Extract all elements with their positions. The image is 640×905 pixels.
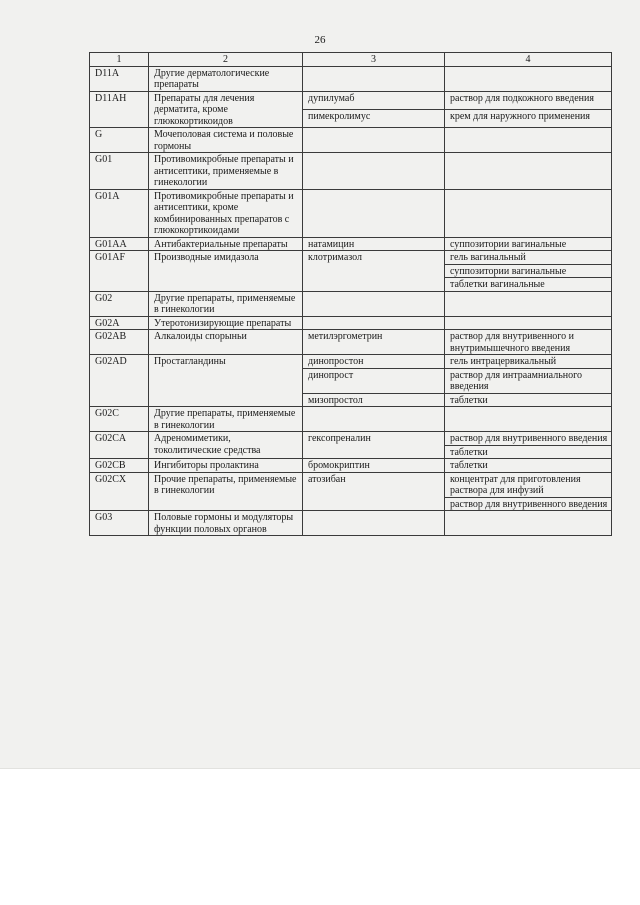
drug-name-cell: пимекролимус xyxy=(303,109,445,127)
dosage-form-cell: суппозитории вагинальные xyxy=(445,264,612,278)
table-row xyxy=(90,330,612,355)
atc-code-cell: D11AH xyxy=(90,91,149,128)
table-row xyxy=(90,91,612,109)
header-row xyxy=(90,53,612,67)
atc-code-cell: G02AB xyxy=(90,330,149,355)
drug-name-cell: динопростон xyxy=(303,355,445,369)
dosage-form-cell: раствор для внутривенного введения xyxy=(445,432,612,446)
dosage-form-cell xyxy=(445,189,612,237)
drug-name-cell: натамицин xyxy=(303,237,445,251)
table-row xyxy=(90,316,612,330)
group-name-cell: Утеротонизирующие препараты xyxy=(149,316,303,330)
drug-name-cell: атозибан xyxy=(303,472,445,511)
dosage-form-cell: раствор для внутривенного введения xyxy=(445,497,612,511)
drug-name-cell xyxy=(303,291,445,316)
group-name-cell: Другие препараты, применяемые в гинекологии xyxy=(149,291,303,316)
drug-name-cell: гексопреналин xyxy=(303,432,445,459)
dosage-form-cell xyxy=(445,66,612,91)
dosage-form-cell: суппозитории вагинальные xyxy=(445,237,612,251)
drug-name-cell: клотримазол xyxy=(303,251,445,292)
table-row xyxy=(90,153,612,190)
drug-name-cell: бромокриптин xyxy=(303,459,445,473)
column-header: 1 xyxy=(90,53,149,67)
dosage-form-cell: таблетки xyxy=(445,445,612,459)
atc-code-cell: G01AF xyxy=(90,251,149,292)
atc-code-cell: G02CB xyxy=(90,459,149,473)
table-row xyxy=(90,237,612,251)
atc-code-cell: G02 xyxy=(90,291,149,316)
table-row xyxy=(90,355,612,369)
atc-code-cell: G xyxy=(90,128,149,153)
atc-code-cell: G01AA xyxy=(90,237,149,251)
column-header: 2 xyxy=(149,53,303,67)
dosage-form-cell: раствор для внутривенного и внутримышечного введения xyxy=(445,330,612,355)
dosage-form-cell: гель вагинальный xyxy=(445,251,612,265)
column-header: 4 xyxy=(445,53,612,67)
group-name-cell: Противомикробные препараты и антисептики, применяемые в гинекологии xyxy=(149,153,303,190)
drug-name-cell: дупилумаб xyxy=(303,91,445,109)
atc-code-cell: G01A xyxy=(90,189,149,237)
group-name-cell: Другие препараты, применяемые в гинекологии xyxy=(149,407,303,432)
drug-name-cell xyxy=(303,66,445,91)
table-row xyxy=(90,251,612,265)
table-row xyxy=(90,66,612,91)
drug-name-cell: метилэргометрин xyxy=(303,330,445,355)
atc-code-cell: D11A xyxy=(90,66,149,91)
dosage-form-cell: крем для наружного применения xyxy=(445,109,612,127)
dosage-form-cell: таблетки вагинальные xyxy=(445,278,612,292)
dosage-form-cell xyxy=(445,128,612,153)
dosage-form-cell: гель интрацервикальный xyxy=(445,355,612,369)
drug-name-cell xyxy=(303,407,445,432)
group-name-cell: Производные имидазола xyxy=(149,251,303,292)
table-row xyxy=(90,511,612,536)
atc-code-cell: G02AD xyxy=(90,355,149,407)
drug-name-cell: динопрост xyxy=(303,368,445,393)
atc-code-cell: G02CA xyxy=(90,432,149,459)
group-name-cell: Другие дерматологические препараты xyxy=(149,66,303,91)
dosage-form-cell: раствор для подкожного введения xyxy=(445,91,612,109)
group-name-cell: Адреномиметики, токолитические средства xyxy=(149,432,303,459)
dosage-form-cell: таблетки xyxy=(445,393,612,407)
dosage-form-cell xyxy=(445,153,612,190)
group-name-cell: Мочеполовая система и половые гормоны xyxy=(149,128,303,153)
table-body xyxy=(90,66,612,536)
group-name-cell: Прочие препараты, применяемые в гинекологии xyxy=(149,472,303,511)
atc-code-cell: G03 xyxy=(90,511,149,536)
table-row xyxy=(90,459,612,473)
atc-code-cell: G02C xyxy=(90,407,149,432)
drug-name-cell xyxy=(303,153,445,190)
drug-name-cell xyxy=(303,189,445,237)
group-name-cell: Антибактериальные препараты xyxy=(149,237,303,251)
table-row xyxy=(90,432,612,446)
table-row xyxy=(90,189,612,237)
drug-name-cell: мизопростол xyxy=(303,393,445,407)
column-header: 3 xyxy=(303,53,445,67)
table-row xyxy=(90,291,612,316)
table-row xyxy=(90,472,612,497)
page-number: 26 xyxy=(314,34,326,46)
atc-code-cell: G02A xyxy=(90,316,149,330)
drug-name-cell xyxy=(303,128,445,153)
drug-name-cell xyxy=(303,316,445,330)
atc-code-cell: G01 xyxy=(90,153,149,190)
dosage-form-cell xyxy=(445,511,612,536)
dosage-form-cell xyxy=(445,316,612,330)
dosage-form-cell xyxy=(445,407,612,432)
table-row xyxy=(90,128,612,153)
dosage-form-cell: таблетки xyxy=(445,459,612,473)
medication-table xyxy=(89,52,612,536)
table-row xyxy=(90,407,612,432)
dosage-form-cell xyxy=(445,291,612,316)
group-name-cell: Простагландины xyxy=(149,355,303,407)
dosage-form-cell: раствор для интраамниального введения xyxy=(445,368,612,393)
group-name-cell: Алкалоиды спорыньи xyxy=(149,330,303,355)
group-name-cell: Ингибиторы пролактина xyxy=(149,459,303,473)
group-name-cell: Половые гормоны и модуляторы функции половых органов xyxy=(149,511,303,536)
group-name-cell: Препараты для лечения дерматита, кроме глюкокортикоидов xyxy=(149,91,303,128)
atc-code-cell: G02CX xyxy=(90,472,149,511)
dosage-form-cell: концентрат для приготовления раствора для инфузий xyxy=(445,472,612,497)
group-name-cell: Противомикробные препараты и антисептики, кроме комбинированных препаратов с глюкокортикоидами xyxy=(149,189,303,237)
drug-name-cell xyxy=(303,511,445,536)
